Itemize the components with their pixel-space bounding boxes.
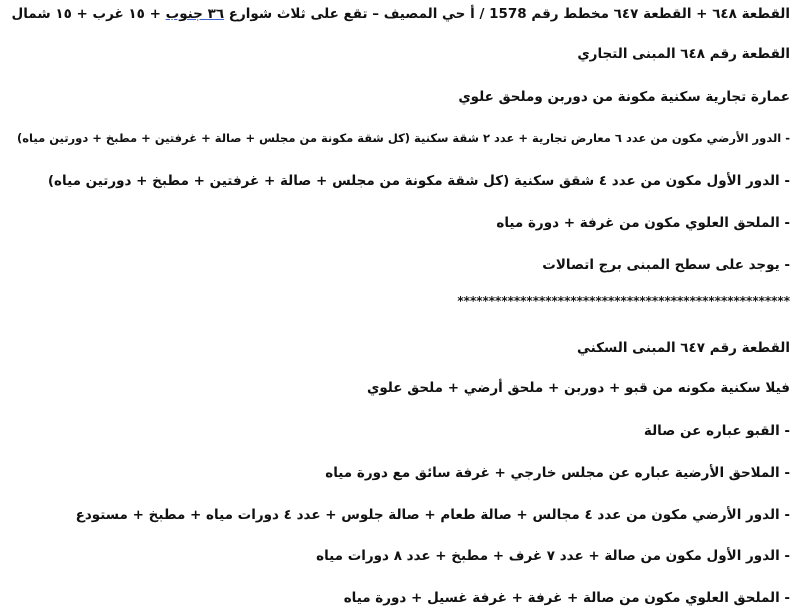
commercial-item-ground-floor: - الدور الأرضي مكون من عدد ٦ معارض تجارية + عدد ٢ شقة سكنية (كل شقة مكونة من مجلس + صالة + غرفتين + مطبخ + دورتين مياه) — [17, 131, 790, 145]
commercial-subtitle: عمارة تجارية سكنية مكونة من دوربن وملحق علوي — [458, 89, 790, 105]
residential-item-upper-annex: - الملحق العلوي مكون من صالة + غرفة + غرفة غسيل + دورة مياه — [343, 590, 790, 606]
residential-title: القطعة رقم ٦٤٧ المبنى السكني — [577, 340, 790, 356]
header-text-part1: القطعة ٦٤٨ + القطعة ٦٤٧ مخطط رقم 1578 / أ حي المصيف – تقع على ثلاث شوارع — [224, 6, 790, 22]
residential-item-ground-floor: - الدور الأرضي مكون من عدد ٤ مجالس + صالة طعام + صالة جلوس + عدد ٤ دورات مياه + مطبخ + مستودع — [75, 507, 790, 523]
section-separator: ***************************************************** — [457, 294, 790, 308]
header-underlined-text: ٣٦ جنوب — [165, 6, 225, 22]
residential-item-basement: - القبو عباره عن صالة — [643, 423, 790, 439]
header-text-part2: + ١٥ غرب + ١٥ شمال — [11, 6, 166, 22]
residential-item-ground-annexes: - الملاحق الأرضية عباره عن مجلس خارجي + غرفة سائق مع دورة مياه — [325, 465, 790, 481]
commercial-title: القطعة رقم ٦٤٨ المبنى التجاري — [577, 46, 790, 62]
header-line — [4, 4, 790, 24]
commercial-item-telecom-tower: - يوجد على سطح المبنى برج اتصالات — [542, 257, 790, 273]
commercial-item-upper-annex: - الملحق العلوي مكون من غرفة + دورة مياه — [496, 215, 790, 231]
residential-item-first-floor: - الدور الأول مكون من صالة + عدد ٧ غرف + مطبخ + عدد ٨ دورات مياه — [316, 548, 790, 564]
commercial-item-first-floor: - الدور الأول مكون من عدد ٤ شقق سكنية (كل شقة مكونة من مجلس + صالة + غرفتين + مطبخ + دورتين مياه) — [47, 173, 790, 189]
residential-subtitle: فيلا سكنية مكونه من قبو + دوربن + ملحق أرضي + ملحق علوي — [366, 380, 790, 396]
